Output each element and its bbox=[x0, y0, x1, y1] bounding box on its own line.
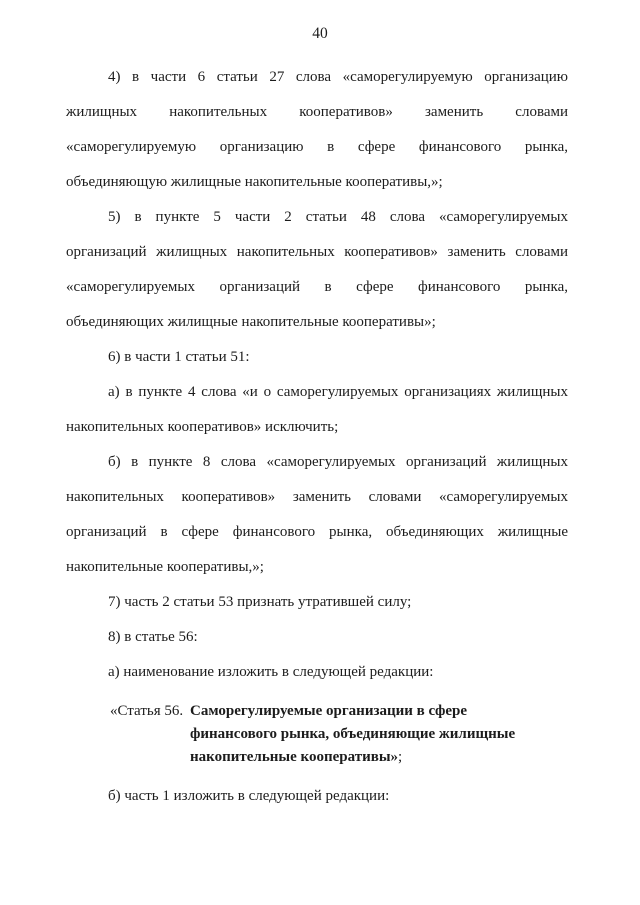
text-line: 6) в части 1 статьи 51: bbox=[108, 349, 250, 365]
text-line: б) часть 1 изложить в следующей редакции: bbox=[108, 788, 390, 804]
text-line: жилищных накопительных кооперативов» заменить словами bbox=[66, 104, 568, 120]
text-line: накопительных кооперативов» исключить; bbox=[66, 419, 339, 435]
document-body bbox=[66, 60, 568, 814]
paragraph-item-7 bbox=[66, 585, 568, 620]
paragraph-item-6a bbox=[66, 375, 568, 445]
text-line: организаций жилищных накопительных кооперативов» заменить словами bbox=[66, 244, 568, 260]
text-line: накопительные кооперативы,»; bbox=[66, 559, 264, 575]
text-line: 4) в части 6 статьи 27 слова «саморегулируемую организацию bbox=[108, 69, 568, 85]
text-line: накопительных кооперативов» заменить словами «саморегулируемых bbox=[66, 489, 568, 505]
article-heading bbox=[110, 700, 568, 769]
text-line: 5) в пункте 5 части 2 статьи 48 слова «саморегулируемых bbox=[108, 209, 568, 225]
text-line: 8) в статье 56: bbox=[108, 629, 198, 645]
article-heading-title: финансового рынка, объединяющие жилищные bbox=[190, 726, 516, 742]
paragraph-item-6b bbox=[66, 445, 568, 585]
text-line: б) в пункте 8 слова «саморегулируемых организаций жилищных bbox=[108, 454, 568, 470]
article-heading-label: «Статья 56. bbox=[110, 703, 184, 719]
article-heading-suffix: ; bbox=[398, 749, 403, 765]
article-heading-line bbox=[110, 700, 568, 723]
text-line: организаций в сфере финансового рынка, объединяющих жилищные bbox=[66, 524, 568, 540]
text-line: объединяющую жилищные накопительные кооперативы,»; bbox=[66, 174, 443, 190]
text-line: 7) часть 2 статьи 53 признать утратившей силу; bbox=[108, 594, 412, 610]
article-heading-title: накопительные кооперативы» bbox=[190, 749, 399, 765]
text-line: «саморегулируемую организацию в сфере финансового рынка, bbox=[66, 139, 568, 155]
text-line: объединяющих жилищные накопительные кооперативы»; bbox=[66, 314, 436, 330]
paragraph-item-5 bbox=[66, 200, 568, 340]
text-line: а) в пункте 4 слова «и о саморегулируемых организациях жилищных bbox=[108, 384, 568, 400]
paragraph-item-8b bbox=[66, 779, 568, 814]
paragraph-item-6 bbox=[66, 340, 568, 375]
paragraph-item-4 bbox=[66, 60, 568, 200]
text-line: «саморегулируемых организаций в сфере финансового рынка, bbox=[66, 279, 568, 295]
article-heading-title: Саморегулируемые организации в сфере bbox=[190, 703, 468, 719]
text-line: а) наименование изложить в следующей редакции: bbox=[108, 664, 434, 680]
article-heading-line bbox=[110, 746, 568, 769]
page-number: 40 bbox=[312, 25, 328, 42]
article-heading-line bbox=[110, 723, 568, 746]
paragraph-item-8a bbox=[66, 655, 568, 690]
paragraph-item-8 bbox=[66, 620, 568, 655]
